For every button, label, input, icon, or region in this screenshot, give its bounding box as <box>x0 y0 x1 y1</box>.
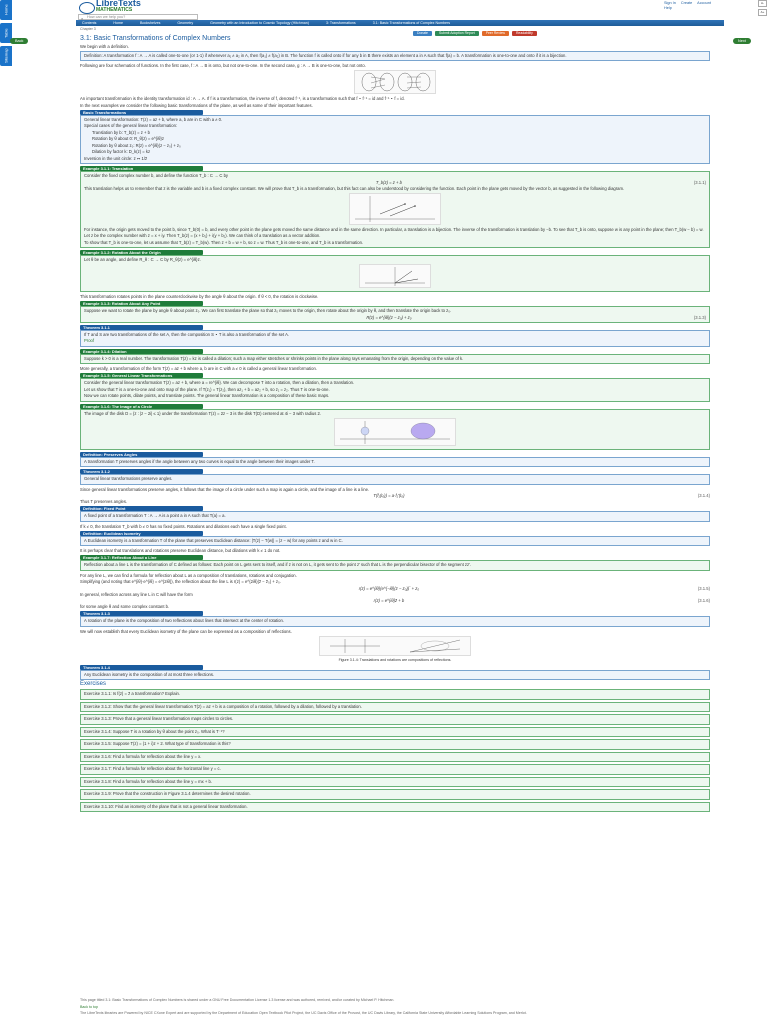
exercises-heading: Exercises <box>80 681 107 687</box>
list-item: Rotation by θ about z₀: R(z) = e^{iθ}(z − z₀) + z₀ <box>92 142 181 148</box>
breadcrumb-nav <box>76 20 724 26</box>
side-tab-sitemap[interactable]: Sitemap <box>0 46 12 66</box>
theorem-header: Theorem 3.1.4 <box>80 665 203 670</box>
equation-text: r(z) = e^{iθ}(e^{−iθ}(z − z₀))‾ + z₀ <box>358 585 420 591</box>
paragraph: We will now establish that every Euclidean isometry of the plane can be expressed as a composition of reflections. <box>80 628 292 634</box>
paragraph: Thus T preserves angles. <box>80 499 128 504</box>
exercise-box <box>80 689 710 700</box>
exercise-box <box>80 752 710 763</box>
nav-section[interactable]: 3.1: Basic Transformations of Complex Numbers <box>372 21 451 25</box>
theorem-text: General linear transformations preserve angles. <box>84 476 173 481</box>
next-page-button[interactable]: Next <box>733 38 751 44</box>
peer-review-button[interactable]: Peer Review <box>482 31 509 36</box>
exercise-box <box>80 802 710 813</box>
example-text: Consider the fixed complex number b, and define the function T_b : C → C by <box>84 173 229 178</box>
definition-text: A transformation T preserves angles if the angle between any two curves is equal to the angle between their images under T. <box>84 458 315 464</box>
nav-chapter[interactable]: 3: Transformations <box>325 21 356 25</box>
exercise-text: Exercise 3.1.3: Prove that a general linear transformation maps circles to circles. <box>84 716 234 721</box>
adoption-report-button[interactable]: Submit Adoption Report <box>435 31 479 36</box>
rotation-diagram-svg <box>360 265 430 287</box>
list-item: Inversion in the unit circle: z ↦ 1/z̄ <box>84 155 148 161</box>
definition-box <box>80 51 710 62</box>
equation <box>80 598 710 603</box>
definition-box <box>80 536 710 547</box>
site-logo-sub: MATHEMATICS <box>96 7 133 13</box>
definition-header: Definition: Euclidean Isometry <box>80 531 203 536</box>
nav-create[interactable]: Create <box>680 1 693 5</box>
intro-text: We begin with a definition. <box>80 44 129 49</box>
back-to-top-link[interactable]: Back to top <box>80 1004 98 1009</box>
circle-image-diagram <box>334 418 456 446</box>
example-header: Example 3.1.3: Rotation About Any Point <box>80 301 203 306</box>
example-text: Consider the general linear transformation T(z) = az + b, where a = re^{iθ}. We can decompose T into a rotation, then a dilation, then a translation. <box>84 380 355 385</box>
search-placeholder: How can we help you? <box>87 15 126 19</box>
paragraph: Since general linear transformations preserve angles, it follows that the image of a circle under such a map is again a circle, and the image of a line is a line. <box>80 486 370 492</box>
side-tab-table[interactable]: Table <box>0 23 12 43</box>
nav-geometry[interactable]: Geometry <box>177 21 194 25</box>
theorem-box <box>80 616 710 627</box>
example-text: Suppose k > 0 is a real number. The transformation T(z) = kz is called a dilation; such a map either stretches or shrinks points in the plane along rays emanating from the origin, depending on the value of k. <box>84 355 464 361</box>
paragraph: It is perhaps clear that translations and rotations preserve Euclidean distance, but dilations with k ≠ 1 do not. <box>80 548 281 553</box>
example-box <box>80 171 710 248</box>
nav-book[interactable]: Geometry with an Introduction to Cosmic Topology (Hitchman) <box>210 21 309 25</box>
nav-sign-in[interactable]: Sign In <box>664 1 676 5</box>
example-box <box>80 306 710 323</box>
example-text: For instance, the origin gets moved to the point b, since T_b(0) = b, and every other point in the plane gets moved the same distance and in the same direction. In particular, a translation is a bijection. The inverse of the transformation is translation by −b. To see that T_b is onto, suppose w is any point in the plane; then T_b(w − b) = w. <box>84 226 704 232</box>
equation <box>84 315 706 320</box>
equation-number: (3.1.6) <box>697 598 710 603</box>
libretexts-credits: The LibreTexts libraries are Powered by NICE CXone Expert and are supported by the Department of Education Open Textbook Pilot Project, the UC Davis Office of the Provost, the UC Davis Library, the California State University Affordable Learning Solutions Program, and Merlot. <box>80 1011 527 1015</box>
rotation-diagram <box>359 264 431 288</box>
paragraph: In the next examples we consider the following basic transformations of the plane, as well as some of their important features. <box>80 102 313 108</box>
example-box <box>80 255 710 292</box>
page-title: 3.1: Basic Transformations of Complex Numbers <box>80 35 231 42</box>
exercise-text: Exercise 3.1.6: Find a formula for reflection about the line y = x. <box>84 753 202 759</box>
list-item: Dilation by factor k: D_k(z) = kz <box>92 149 151 154</box>
exercise-box <box>80 739 710 750</box>
exercise-box <box>80 702 710 713</box>
example-box <box>80 354 710 365</box>
paragraph: More generally, a transformation of the form T(z) = az + b where a, b are in C with a ≠ 0 is called a general linear transformation. <box>80 366 317 371</box>
paragraph: For any line L, we can find a formula for reflection about L as a composition of translations, rotations and conjugation. <box>80 572 297 578</box>
toolbar <box>413 31 537 36</box>
definition-text: A fixed point of a transformation T : A → A is a point a in A such that T(a) = a. <box>84 513 226 518</box>
equation-number: (3.1.5) <box>697 585 710 591</box>
equation-number: (3.1.1) <box>693 179 706 185</box>
example-text: Let θ be an angle, and define R_θ : C → C by R_θ(z) = e^{iθ}z. <box>84 257 201 262</box>
exercise-text: Exercise 3.1.7: Find a formula for reflection about the horizontal line y = c. <box>84 766 221 771</box>
theorem-text: If T and S are two transformations of the set A, then the composition S ∘ T is also a transformation of the set A. <box>84 331 290 337</box>
exercise-text: Exercise 3.1.5: Suppose T(z) = (1 + i)z + 2. What type of transformation is this? <box>84 741 231 746</box>
equation-text: T_b(z) = z + b <box>375 179 402 185</box>
paragraph: Simplifying (and noting that e^{iθ}·e^{iθ} = e^{2iθ}), the reflection about the line L is r(z) = e^{2iθ}(z̄ − z̄₀) + z₀. <box>80 579 281 584</box>
definition-text: Definition: A transformation f : A → A is called one-to-one (or 1-1) if whenever a₁ ≠ a₂ in A, then f(a₁) ≠ f(a₂) in B. The function f is called onto if for any b in B there exists an element a in A such that f(a) = b. A transformation is one-to-one and onto if it is a bijection. <box>84 52 567 58</box>
function-diagram-svg <box>355 71 435 93</box>
example-box <box>80 409 710 450</box>
chapter-label[interactable]: Chapter 3 <box>80 27 96 31</box>
paragraph: This transformation rotates points in the plane counterclockwise by the angle θ about the origin. If θ < 0, the rotation is clockwise. <box>80 294 319 299</box>
paragraph: for some angle θ and some complex constant b. <box>80 604 170 609</box>
theorem-box <box>80 474 710 485</box>
font-increase-button[interactable]: A+ <box>758 9 767 16</box>
equation <box>84 180 706 185</box>
nav-contents[interactable]: Contents <box>82 21 97 25</box>
theorem-box <box>80 670 710 681</box>
definition-header: Definition: Preserves Angles <box>80 452 203 457</box>
figure-caption: Figure 3.1.4: Translations and rotations are compositions of reflections. <box>338 657 452 662</box>
side-tabs <box>0 0 14 70</box>
nav-bookshelves[interactable]: Bookshelves <box>139 21 161 25</box>
reflection-figure-svg <box>320 637 470 655</box>
example-text: To show that T_b is one-to-one, let us assume that T_b(z) = T_b(w). Then z + b = w + b, so z = w. Thus T_b is one-to-one, and T_b is a transformation. <box>84 239 364 245</box>
logo-icon <box>79 2 95 14</box>
donate-button[interactable]: Donate <box>413 31 432 36</box>
nav-account[interactable]: Account <box>697 1 711 5</box>
paragraph: In general, reflection across any line L in C will have the form <box>80 591 193 597</box>
font-size-controls <box>758 0 766 18</box>
theorem-box <box>80 330 710 347</box>
basic-transformations-box <box>80 115 710 165</box>
nav-home[interactable]: Home <box>113 21 123 25</box>
exercise-box <box>80 777 710 788</box>
proof-toggle[interactable]: Proof <box>84 338 95 343</box>
example-text: Reflection about a line L is the transformation of C defined as follows: Each point on L gets sent to itself, and if z is not on L, it gets sent to the point z' such that L is the perpendicular bisector of the segment zz'. <box>84 562 472 567</box>
example-text: This translation helps us to remember that z is the variable and b is a fixed complex constant. We will prove that T_b is a transformation, but this fact can also be understood by considering the function. Each point in the plane gets moved by the vector b, as suggested in the following diagram. <box>84 185 625 191</box>
definition-box <box>80 457 710 468</box>
theorem-header: Theorem 3.1.2 <box>80 469 203 474</box>
definition-header: Definition: Fixed Point <box>80 506 203 511</box>
example-header: Example 3.1.6: The Image of a Circle <box>80 404 203 409</box>
page-footer <box>80 998 710 1018</box>
example-header: Example 3.1.2: Rotation About the Origin <box>80 250 203 255</box>
search-icon: ⌕ <box>81 15 84 21</box>
paragraph: An important transformation is the identity transformation id : A → A. If f is a transformation, the inverse of f, denoted f⁻¹, is a transformation such that f ∘ f⁻¹ = id and f⁻¹ ∘ f = id. <box>80 96 405 101</box>
equation-number: (3.1.3) <box>693 314 706 320</box>
side-tab-home[interactable]: Home <box>0 0 12 20</box>
definition-text: A Euclidean isometry is a transformation T of the plane that preserves Euclidean distance: |T(z) − T(w)| = |z − w| for any points z and w in C. <box>84 537 343 543</box>
exercise-box <box>80 764 710 775</box>
reflection-figure <box>319 636 471 656</box>
example-box <box>80 560 710 571</box>
equation-text: r(z) = e^{iθ}z̄ + b <box>373 598 405 603</box>
example-header: Example 3.1.1: Translation <box>80 166 203 171</box>
definition-box <box>80 511 710 522</box>
nav-help[interactable]: Help <box>664 6 672 10</box>
font-decrease-button[interactable]: A- <box>758 0 767 7</box>
main-content <box>80 44 710 814</box>
example-text: Suppose we want to rotate the plane by angle θ about point z₀. We can first translate the plane so that z₀ moves to the origin, then rotate about the origin by θ, and then translate the origin back to z₀. <box>84 308 452 313</box>
example-text: Now we can rotate points, dilate points, and translate points. The general linear transformation is a composition of these basic maps. <box>84 393 330 398</box>
example-text: The image of the disk D = {z : |z − 2i| ≤ 1} under the transformation T(z) = 2z − 3 is the disk T(D) centered at 4i − 3 with radius 2. <box>84 410 321 416</box>
function-diagram <box>354 70 436 94</box>
basic-transformations-header: Basic Transformations <box>80 110 203 115</box>
exercise-box <box>80 714 710 725</box>
exercise-box <box>80 727 710 738</box>
example-header: Example 3.1.5: General Linear Transformations <box>80 373 203 378</box>
readability-button[interactable]: Readability <box>512 31 537 36</box>
list-item: Translation by b: T_b(z) = z + b <box>92 129 150 135</box>
list-item: Special cases of the general linear transformation: <box>84 123 178 128</box>
list-item: General linear transformation: T(z) = az + b, where a, b are in C with a ≠ 0. <box>84 116 223 122</box>
exercise-box <box>80 789 710 800</box>
license-text: This page titled 3.1: Basic Transformations of Complex Numbers is shared under a GNU Free Documentation License 1.3 license and was authored, remixed, and/or curated by Michael P. Hitchman. <box>80 998 395 1002</box>
equation-text: R(z) = e^{iθ}(z − z₀) + z₀ <box>366 314 412 320</box>
example-box <box>80 378 710 402</box>
user-nav <box>664 1 724 11</box>
example-header: Example 3.1.4: Dilation <box>80 349 203 354</box>
theorem-header: Theorem 3.1.3 <box>80 611 203 616</box>
theorem-text: A rotation of the plane is the composition of two reflections about lines that intersect at the center of rotation. <box>84 618 284 623</box>
paragraph: Following are four schematics of functions. In the first case, f : A → B is onto, but not one-to-one. In the second case, g : A → B is one-to-one, but not onto. <box>80 63 366 68</box>
exercise-text: Exercise 3.1.1: Is f(z) = z̄ a transformation? Explain. <box>84 691 181 696</box>
equation <box>80 493 710 498</box>
exercise-text: Exercise 3.1.8: Find a formula for reflection about the line y = mx + b. <box>84 778 213 784</box>
example-header: Example 3.1.7: Reflection About a Line <box>80 555 203 560</box>
exercise-text: Exercise 3.1.4: Suppose T is a rotation by θ about the point z₀. What is T⁻¹? <box>84 728 225 734</box>
circle-image-diagram-svg <box>335 419 455 445</box>
theorem-header: Theorem 3.1.1 <box>80 325 203 330</box>
exercise-text: Exercise 3.1.2: Show that the general linear transformation T(z) = az + b is a composition of a rotation, followed by a dilation, followed by a translation. <box>84 703 362 709</box>
list-item: Rotation by θ about 0: R_θ(z) = e^{iθ}z <box>92 136 164 141</box>
theorem-text: Any Euclidean isometry is the composition of at most three reflections. <box>84 671 215 677</box>
example-text: Let us show that T is a one-to-one and onto map of the plane. If T(z₁) = T(z₂), then az₁ + b = az₂ + b, so z₁ = z₂. Thus T is one-to-one. <box>84 386 330 392</box>
equation-number: (3.1.4) <box>697 493 710 498</box>
translation-diagram-svg <box>350 194 440 224</box>
prev-page-button[interactable]: Back <box>10 38 28 44</box>
equation <box>80 586 710 591</box>
paragraph: If k ≠ 0, the translation T_b with b ≠ 0 has no fixed points. Rotations and dilations each have a single fixed point. <box>80 523 287 529</box>
example-text: Let z be the complex number with z = x + iy. Then T_b(z) = (x + b₁) + i(y + b₂). We can think of a translation as a vector addition. <box>84 233 321 238</box>
exercise-text: Exercise 3.1.9: Prove that the construction in Figure 3.1.4 determines the desired rotation. <box>84 791 251 796</box>
site-logo[interactable]: LibreTexts <box>96 0 141 8</box>
translation-diagram <box>349 193 441 225</box>
exercise-text: Exercise 3.1.10: Find an isometry of the plane that is not a general linear transformation. <box>84 803 248 809</box>
equation-text: T(f₁(t₀)) = a·f₁'(t₀) <box>373 493 405 498</box>
